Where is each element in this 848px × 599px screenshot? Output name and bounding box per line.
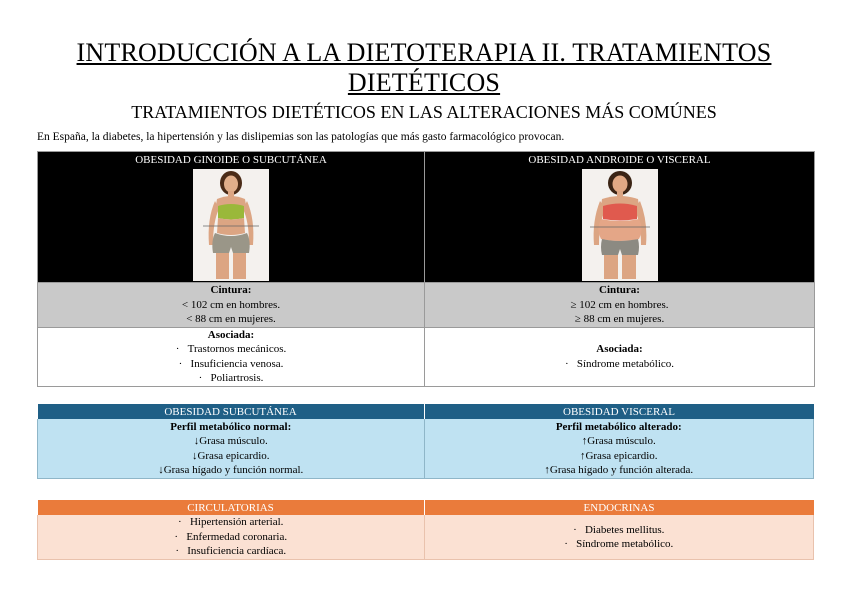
list-item: · Síndrome metabólico.	[564, 357, 675, 370]
list-item: ↓Grasa epicardio.	[191, 449, 270, 462]
profile-label: Perfil metabólico alterado:	[555, 420, 682, 433]
list-item: ↑Grasa epicardio.	[579, 449, 658, 462]
visceral-header: OBESIDAD VISCERAL	[424, 404, 814, 419]
list-item: · Trastornos mecánicos.	[175, 343, 287, 355]
subcutaneous-header: OBESIDAD SUBCUTÁNEA	[38, 404, 425, 419]
circulatory-header: CIRCULATORIAS	[38, 500, 425, 515]
altered-profile-cell	[424, 419, 814, 479]
endocrine-header: ENDOCRINAS	[424, 500, 814, 515]
waist-line: ≥ 88 cm en mujeres.	[574, 313, 665, 325]
waist-line: < 102 cm en hombres.	[181, 298, 281, 311]
list-item: · Poliartrosis.	[198, 372, 264, 384]
android-header: OBESIDAD ANDROIDE O VISCERAL	[528, 154, 711, 166]
list-item: ↓Grasa músculo.	[193, 435, 268, 447]
list-item: · Síndrome metabólico.	[564, 538, 674, 550]
woman-android-figure-icon	[582, 169, 658, 281]
woman-gynoid-figure-icon	[193, 169, 269, 281]
profile-label: Perfil metabólico normal:	[170, 420, 292, 433]
intro-paragraph: En España, la diabetes, la hipertensión y las dislipemias son las patologías que más gasto farmacológico provocan.	[37, 131, 565, 143]
list-item: ↑Grasa músculo.	[581, 435, 656, 447]
list-item: ↑Grasa hígado y función alterada.	[544, 464, 694, 476]
gynoid-assoc-cell	[38, 327, 425, 386]
list-item: · Hipertensión arterial.	[178, 516, 284, 529]
waist-line: < 88 cm en mujeres.	[186, 313, 276, 325]
list-item: · Insuficiencia venosa.	[178, 357, 284, 370]
android-header-cell	[425, 152, 815, 283]
list-item: ↓Grasa hígado y función normal.	[158, 464, 304, 476]
normal-profile-cell	[38, 419, 425, 479]
waist-label: Cintura:	[599, 284, 640, 296]
list-item: · Diabetes mellitus.	[573, 523, 665, 536]
circulatory-cell	[38, 515, 425, 560]
gynoid-waist-cell	[38, 283, 425, 328]
list-item: · Enfermedad coronaria.	[174, 530, 288, 543]
assoc-label: Asociada:	[596, 343, 643, 355]
obesity-type-table	[37, 151, 815, 387]
gynoid-header: OBESIDAD GINOIDE O SUBCUTÁNEA	[135, 154, 327, 166]
list-item: · Insuficiencia cardíaca.	[175, 545, 287, 558]
waist-line: ≥ 102 cm en hombres.	[570, 298, 669, 311]
android-waist-cell	[425, 283, 815, 328]
android-assoc-cell	[425, 327, 815, 386]
section-subtitle: TRATAMIENTOS DIETÉTICOS EN LAS ALTERACIONES MÁS COMÚNES	[131, 102, 717, 122]
waist-label: Cintura:	[210, 284, 252, 296]
comorbidity-table	[37, 500, 814, 560]
page-title: INTRODUCCIÓN A LA DIETOTERAPIA II. TRATAMIENTOS DIETÉTICOS	[76, 38, 772, 97]
endocrine-cell	[424, 515, 814, 560]
gynoid-header-cell	[38, 152, 425, 283]
assoc-label: Asociada:	[207, 328, 255, 341]
metabolic-profile-table	[37, 404, 814, 479]
